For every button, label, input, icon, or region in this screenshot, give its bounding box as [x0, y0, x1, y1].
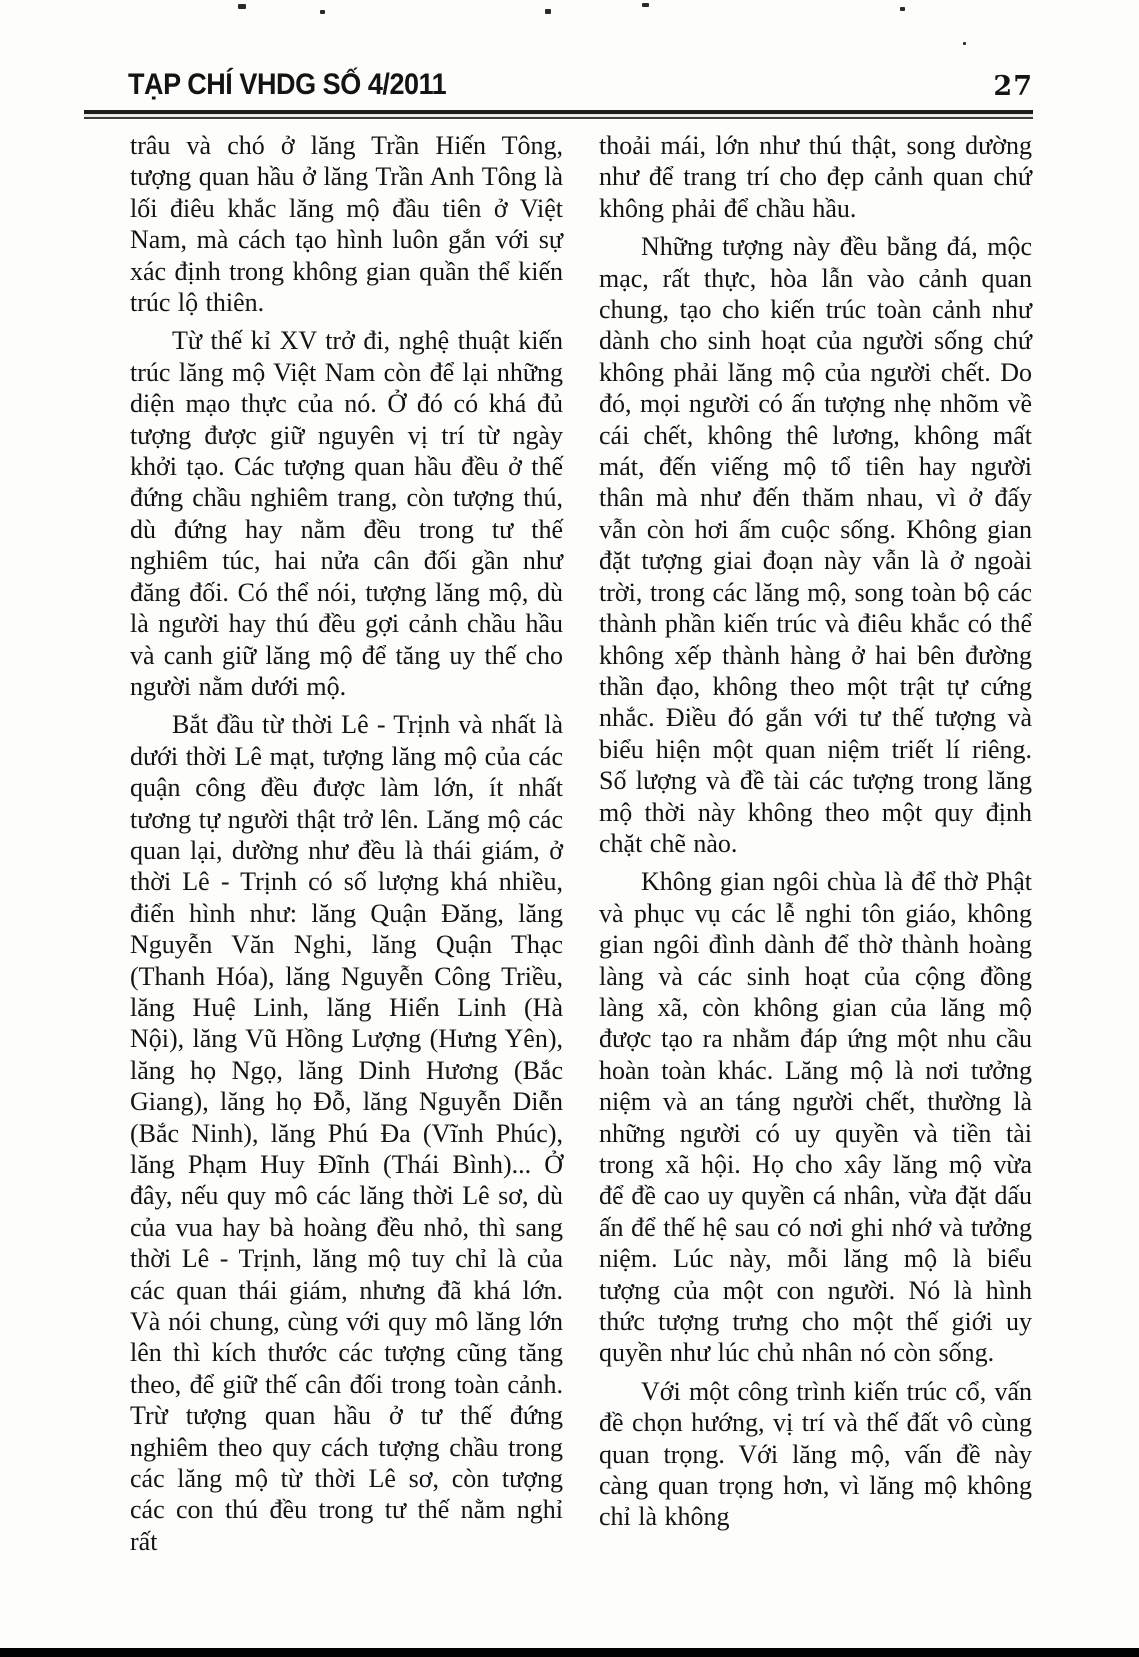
paragraph: Từ thế kỉ XV trở đi, nghệ thuật kiến trúc lăng mộ Việt Nam còn để lại những diện mạo thực của nó. Ở đó có khá đủ tượng được giữ nguyên vị trí từ ngày khởi tạo. Các tượng quan hầu đều ở thế đứng chầu nghiêm trang, còn tượng thú, dù đứng hay nằm đều trong tư thế nghiêm túc, hai nửa cân đối gần như đăng đối. Có thể nói, tượng lăng mộ, dù là người hay thú đều gợi cảnh chầu hầu và canh giữ lăng mộ để tăng uy thế cho người nằm dưới mộ. [130, 326, 563, 701]
scan-speck-artifact [545, 9, 551, 14]
scan-speck-artifact [900, 7, 905, 11]
header-rule [84, 110, 1033, 119]
journal-title: TẠP CHÍ VHDG SỐ 4/2011 [128, 68, 447, 101]
paragraph: trâu và chó ở lăng Trần Hiến Tông, tượng quan hầu ở lăng Trần Anh Tông là lối điêu khắc lăng mộ đầu tiên ở Việt Nam, mà cách tạo hình luôn gắn với sự xác định trong không gian quần thể kiến trúc lộ thiên. [130, 131, 563, 318]
scan-speck-artifact [238, 4, 246, 9]
paragraph: Những tượng này đều bằng đá, mộc mạc, rất thực, hòa lẫn vào cảnh quan chung, tạo cho kiến trúc toàn cảnh như dành cho sinh hoạt của người sống chứ không phải lăng mộ của người chết. Do đó, mọi người có ấn tượng nhẹ nhõm về cái chết, không thê lương, không mất mát, đến viếng mộ tổ tiên hay người thân mà như đến thăm nhau, vì ở đấy vẫn còn hơi ấm cuộc sống. Không gian đặt tượng giai đoạn này vẫn là ở ngoài trời, trong các lăng mộ, song toàn bộ các thành phần kiến trúc và điêu khắc có thể không xếp thành hàng ở hai bên đường thần đạo, không theo một trật tự cứng nhắc. Điều đó gắn với tư thế tượng và biểu hiện một quan niệm triết lí riêng. Số lượng và đề tài các tượng trong lăng mộ thời này không theo một quy định chặt chẽ nào. [599, 232, 1032, 858]
scan-edge-artifact [0, 1648, 1139, 1657]
paragraph: thoải mái, lớn như thú thật, song dường như để trang trí cho đẹp cảnh quan chứ không phải để chầu hầu. [599, 131, 1032, 223]
left-column [130, 130, 563, 1564]
page-header [128, 68, 1033, 102]
paragraph: Không gian ngôi chùa là để thờ Phật và phục vụ các lễ nghi tôn giáo, không gian ngôi đình dành để thờ thành hoàng làng và các sinh hoạt của cộng đồng làng xã, còn không gian của lăng mộ được tạo ra nhằm đáp ứng một nhu cầu hoàn toàn khác. Lăng mộ là nơi tưởng niệm và an táng người chết, thường là những người có uy quyền và tiền tài trong xã hội. Họ cho xây lăng mộ vừa để đề cao uy quyền cá nhân, vừa đặt dấu ấn để thế hệ sau có nơi ghi nhớ và tưởng niệm. Lúc này, mỗi lăng mộ là biểu tượng của một con người. Nó là hình thức tượng trưng cho một thế giới uy quyền như lúc chủ nhân nó còn sống. [599, 867, 1032, 1368]
page-number: 27 [993, 71, 1033, 102]
paragraph: Với một công trình kiến trúc cổ, vấn đề chọn hướng, vị trí và thế đất vô cùng quan trọng. Với lăng mộ, vấn đề này càng quan trọng hơn, vì lăng mộ không chỉ là không [599, 1376, 1032, 1532]
article-body [130, 130, 1033, 1564]
scan-speck-artifact [320, 10, 325, 14]
scan-speck-artifact [642, 3, 649, 7]
paragraph: Bắt đầu từ thời Lê - Trịnh và nhất là dưới thời Lê mạt, tượng lăng mộ của các quận công đều được làm lớn, ít nhất tương tự người thật trở lên. Lăng mộ các quan lại, dường như đều là thái giám, ở thời Lê - Trịnh có số lượng khá nhiều, điển hình như: lăng Quận Đăng, lăng Nguyễn Văn Nghi, lăng Quận Thạc (Thanh Hóa), lăng Nguyễn Công Triều, lăng Huệ Linh, lăng Hiển Linh (Hà Nội), lăng Vũ Hồng Lượng (Hưng Yên), lăng họ Ngọ, lăng Dinh Hương (Bắc Giang), lăng họ Đỗ, lăng Nguyễn Diễn (Bắc Ninh), lăng Phú Đa (Vĩnh Phúc), lăng Phạm Huy Đĩnh (Thái Bình)... Ở đây, nếu quy mô các lăng thời Lê sơ, dù của vua hay bà hoàng đều nhỏ, thì sang thời Lê - Trịnh, lăng mộ tuy chỉ là của các quan thái giám, nhưng đã khá lớn. Và nói chung, cùng với quy mô lăng lớn lên thì kích thước các tượng cũng tăng theo, để giữ thế cân đối trong toàn cảnh. Trừ tượng quan hầu ở tư thế đứng nghiêm theo quy cách tượng chầu trong các lăng mộ từ thời Lê sơ, còn tượng các con thú đều trong tư thế nằm nghỉ rất [130, 710, 563, 1556]
scan-speck-artifact [963, 42, 966, 45]
right-column [599, 130, 1032, 1564]
